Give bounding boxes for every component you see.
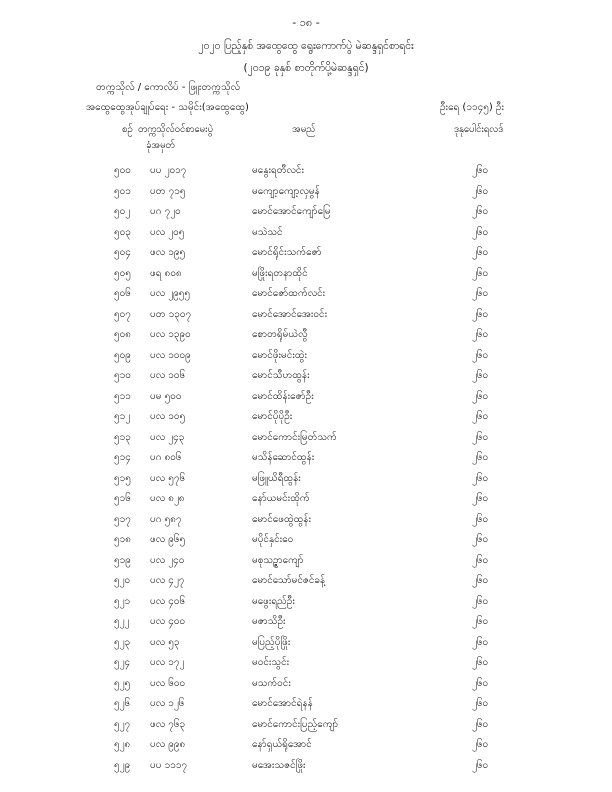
row-number: ၅၀၅: [114, 267, 131, 279]
person-name: မောင်ရိုင်းသက်ဇော်: [252, 247, 322, 258]
table-row: [0, 327, 612, 348]
row-number: ၅၁၄: [114, 452, 131, 463]
person-name: မစုသဉ္ဇာကျော်: [252, 554, 304, 566]
person-name: စောတရိုမ်ယဲလွီ: [252, 329, 308, 340]
table-row: [0, 573, 612, 594]
registration-number: ပတ ၁၃၀၇: [150, 308, 192, 320]
table-row: [0, 266, 612, 287]
score-value: ၂၆၀: [472, 472, 489, 484]
score-value: ၂၆၀: [472, 657, 489, 668]
registration-number: ပလ ၂၄၃: [150, 431, 185, 443]
score-value: ၂၆၀: [472, 759, 489, 771]
person-name: မောင်ပိုပိုဦး: [252, 411, 293, 422]
column-header-no: စဉ်: [122, 124, 133, 135]
registration-number: ပတ ၇၁၅: [150, 185, 186, 197]
row-number: ၅၂၃: [114, 636, 131, 648]
row-number: ၅၁၈: [114, 534, 131, 545]
row-number: ၅၁၇: [114, 513, 131, 525]
table-row: [0, 512, 612, 533]
person-name: မဖြူယိရီထွန်း: [252, 472, 301, 484]
person-name: မောင်ထိန်းဇော်ဦး: [252, 390, 314, 402]
table-row: [0, 368, 612, 389]
row-number: ၅၀၃: [114, 226, 131, 238]
row-number: ၅၁၆: [114, 493, 131, 504]
score-value: ၂၆၀: [472, 431, 489, 443]
person-name: မကျော့ကျော့လှမွန်: [252, 185, 320, 197]
score-value: ၂၆၀: [472, 411, 489, 422]
person-name: မဖွေးရည်ဦး: [252, 595, 295, 607]
row-number: ၅၂၂: [114, 616, 130, 627]
person-name: မပိုင်နှင်းဝေ: [252, 534, 294, 545]
table-row: [0, 491, 612, 512]
column-header-name: အမည်: [292, 124, 316, 135]
table-row: [0, 286, 612, 307]
score-value: ၂၆၀: [472, 698, 489, 709]
person-name: မဝင်းသွင်း: [252, 657, 290, 668]
score-value: ၂၆၀: [472, 452, 489, 463]
registration-number: ပဂ ၅၈၇: [150, 513, 182, 525]
registration-number: ပလ ၉၉၈: [150, 739, 186, 750]
person-name: မဇာသိဦး: [252, 616, 286, 627]
person-name: မောင်ကောင်းမြတ်သက်: [252, 431, 337, 443]
row-number: ၅၀၉: [114, 349, 131, 361]
registration-number: ပလ ၂၉၅၅: [150, 288, 191, 299]
table-row: [0, 163, 612, 184]
score-value: ၂၆၀: [472, 513, 489, 525]
department-line: အထွေထွေအုပ်ချုပ်ရေး - သမိုင်း(အထွေထွေ): [86, 102, 249, 113]
row-number: ၅၁၀: [114, 370, 131, 381]
person-name: မောင်အောင်ရဲနန်: [252, 698, 313, 709]
person-name: မပြည့်ပိုဖြိုး: [252, 636, 291, 648]
person-name: မောင်သီဟထွန်း: [252, 370, 310, 381]
table-row: [0, 655, 612, 676]
person-name: မအေးသဇင်ဖြိုး: [252, 759, 306, 771]
table-row: [0, 409, 612, 430]
table-row: [0, 676, 612, 697]
table-row: [0, 717, 612, 738]
row-number: ၅၂၇: [114, 718, 131, 730]
table-row: [0, 307, 612, 328]
row-number: ၅၁၅: [114, 472, 131, 484]
registration-number: ပလ ၈၂၈: [150, 493, 185, 504]
table-row: [0, 758, 612, 779]
score-value: ၂၆၀: [472, 739, 489, 750]
row-number: ၅၀၀: [114, 165, 131, 176]
registration-number: ဖလ ၇၆၃: [150, 718, 186, 730]
score-value: ၂၆၀: [472, 226, 489, 238]
registration-number: ပလ ၅၃: [150, 636, 180, 648]
score-value: ၂၆၀: [472, 288, 489, 299]
person-name: မဖြိုးရတနာထိုင်: [252, 267, 308, 279]
total-count-line: ဦးရေ (၁၁၄၅) ဦး: [440, 102, 505, 113]
registration-number: ပဂ ၈၀၆: [150, 452, 182, 463]
person-name: မောင်သော်မင်ဇင်ခန့်: [252, 575, 326, 586]
registration-number: ပမ ၅၀၀: [150, 390, 182, 402]
row-number: ၅၁၁: [114, 390, 131, 402]
registration-number: ပလ ၄၀၆: [150, 595, 186, 607]
table-row: [0, 204, 612, 225]
score-value: ၂၆၀: [472, 534, 489, 545]
score-value: ၂၆၀: [472, 718, 489, 730]
row-number: ၅၀၁: [114, 185, 131, 197]
row-number: ၅၀၂: [114, 206, 131, 217]
score-value: ၂၆၀: [472, 185, 489, 197]
registration-number: ပဂ ၇၂၀: [150, 206, 181, 217]
registration-number: ပလ ၅၇၆: [150, 472, 186, 484]
score-value: ၂၆၀: [472, 206, 489, 217]
column-header-count: ဒုနုပေါင်းရလဒ်: [454, 124, 504, 135]
score-value: ၂၆၀: [472, 390, 489, 402]
row-number: ၅၁၃: [114, 431, 131, 443]
registration-number: ပလ ၁၃၉၀: [150, 329, 191, 340]
table-row: [0, 471, 612, 492]
row-number: ၅၂၄: [114, 657, 131, 668]
table-row: [0, 450, 612, 471]
registration-number: ပလ ၂၄၀: [150, 554, 185, 566]
row-number: ၅၀၄: [114, 247, 131, 258]
registration-number: ပပ ၂၀၁၇: [150, 165, 187, 176]
score-value: ၂၆၀: [472, 595, 489, 607]
score-value: ၂၆၀: [472, 493, 489, 504]
registration-number: ဖလ ၁၉၅: [150, 247, 186, 258]
registration-number: ပပ ၁၁၁၇: [150, 759, 188, 771]
registration-number: ပလ ၁၀၀၉: [150, 349, 191, 361]
score-value: ၂၆၀: [472, 165, 489, 176]
score-value: ၂၆၀: [472, 308, 489, 320]
table-row: [0, 614, 612, 635]
row-number: ၅၀၇: [114, 308, 131, 320]
score-value: ၂၆၀: [472, 329, 489, 340]
person-name: မသိန်ဆောင်ထွန်း: [252, 452, 315, 463]
row-number: ၅၂၁: [114, 595, 131, 607]
person-name: မောင်ကောင်းပြည့်ကျော်: [252, 718, 339, 730]
person-name: မောင်ဇော်ထက်လင်း: [252, 288, 326, 299]
registration-number: ပလ ၁၇၂: [150, 657, 185, 668]
registration-number: ပလ ၁၂၆: [150, 698, 185, 709]
table-row: [0, 348, 612, 369]
document-subtitle: (၂၀၁၉ ခုနှစ် စာတိုက်ပို့မဲဆန္ဒရှင်): [243, 62, 369, 74]
person-name: နော်ရှယ်ရိုအောင်: [252, 739, 312, 750]
score-value: ၂၆၀: [472, 267, 489, 279]
score-value: ၂၆၀: [472, 616, 489, 627]
registration-number: ဖလ ၉၆၅: [150, 534, 186, 545]
row-number: ၅၂၈: [114, 739, 131, 750]
score-value: ၂၆၀: [472, 575, 489, 586]
table-row: [0, 594, 612, 615]
table-row: [0, 225, 612, 246]
person-name: မသဲသင်: [252, 226, 283, 238]
person-name: မသက်ဝင်း: [252, 677, 291, 689]
row-number: ၅၂၀: [114, 575, 131, 586]
table-row: [0, 532, 612, 553]
document-title: ၂၀၂၀ ပြည့်နှစ် အထွေထွေ ရွေးကောက်ပွဲ မဲဆန္ဒရှင်စာရင်း: [198, 40, 414, 52]
score-value: ၂၆၀: [472, 247, 489, 258]
score-value: ၂၆၀: [472, 554, 489, 566]
table-row: [0, 553, 612, 574]
person-name: မောင်အောင်ကျော်မြေ: [252, 206, 331, 217]
column-header-registration-sub: ခုံအမှတ်: [146, 140, 175, 151]
row-number: ၅၀၈: [114, 329, 131, 340]
row-number: ၅၂၆: [114, 698, 131, 709]
table-row: [0, 389, 612, 410]
table-row: [0, 430, 612, 451]
table-row: [0, 245, 612, 266]
registration-number: ပလ ၄၀၀: [150, 616, 186, 627]
registration-number: ပလ ၁၀၅: [150, 411, 186, 422]
university-line: တက္ကသိုလ် / ကောလိပ် - ဖြူးတက္ကသိုလ်: [96, 82, 241, 93]
column-header-registration: တက္ကသိုလ်ဝင်စာမေးပွဲ: [138, 124, 213, 135]
table-row: [0, 635, 612, 656]
registration-number: ဖရ ၈၀၈: [150, 267, 182, 279]
person-name: မောင်ဖိုးမင်းထွဲး: [252, 349, 308, 361]
page-number: - ၁၈ -: [292, 16, 320, 29]
score-value: ၂၆၀: [472, 349, 489, 361]
registration-number: ပလ ၄၂၇: [150, 575, 185, 586]
person-name: နော်ယမင်းထိုက်: [252, 493, 310, 504]
score-value: ၂၆၀: [472, 370, 489, 381]
row-number: ၅၂၉: [114, 759, 131, 771]
person-name: မောင်အောင်အေးဝင်း: [252, 308, 328, 320]
person-name: မနွေးရတီလင်း: [252, 165, 304, 176]
score-value: ၂၆၀: [472, 636, 489, 648]
table-row: [0, 184, 612, 205]
table-row: [0, 737, 612, 758]
score-value: ၂၆၀: [472, 677, 489, 689]
row-number: ၅၁၂: [114, 411, 131, 422]
row-number: ၅၂၅: [114, 677, 131, 689]
table-row: [0, 696, 612, 717]
registration-number: ပလ ၂၀၅: [150, 226, 185, 238]
registration-number: ပလ ၆၀၀: [150, 677, 186, 689]
person-name: မောင်ဖေထွဲထွန်း: [252, 513, 311, 525]
registration-number: ပလ ၁၀၆: [150, 370, 186, 381]
row-number: ၅၀၆: [114, 288, 131, 299]
voter-list: [0, 163, 612, 778]
row-number: ၅၁၉: [114, 554, 131, 566]
